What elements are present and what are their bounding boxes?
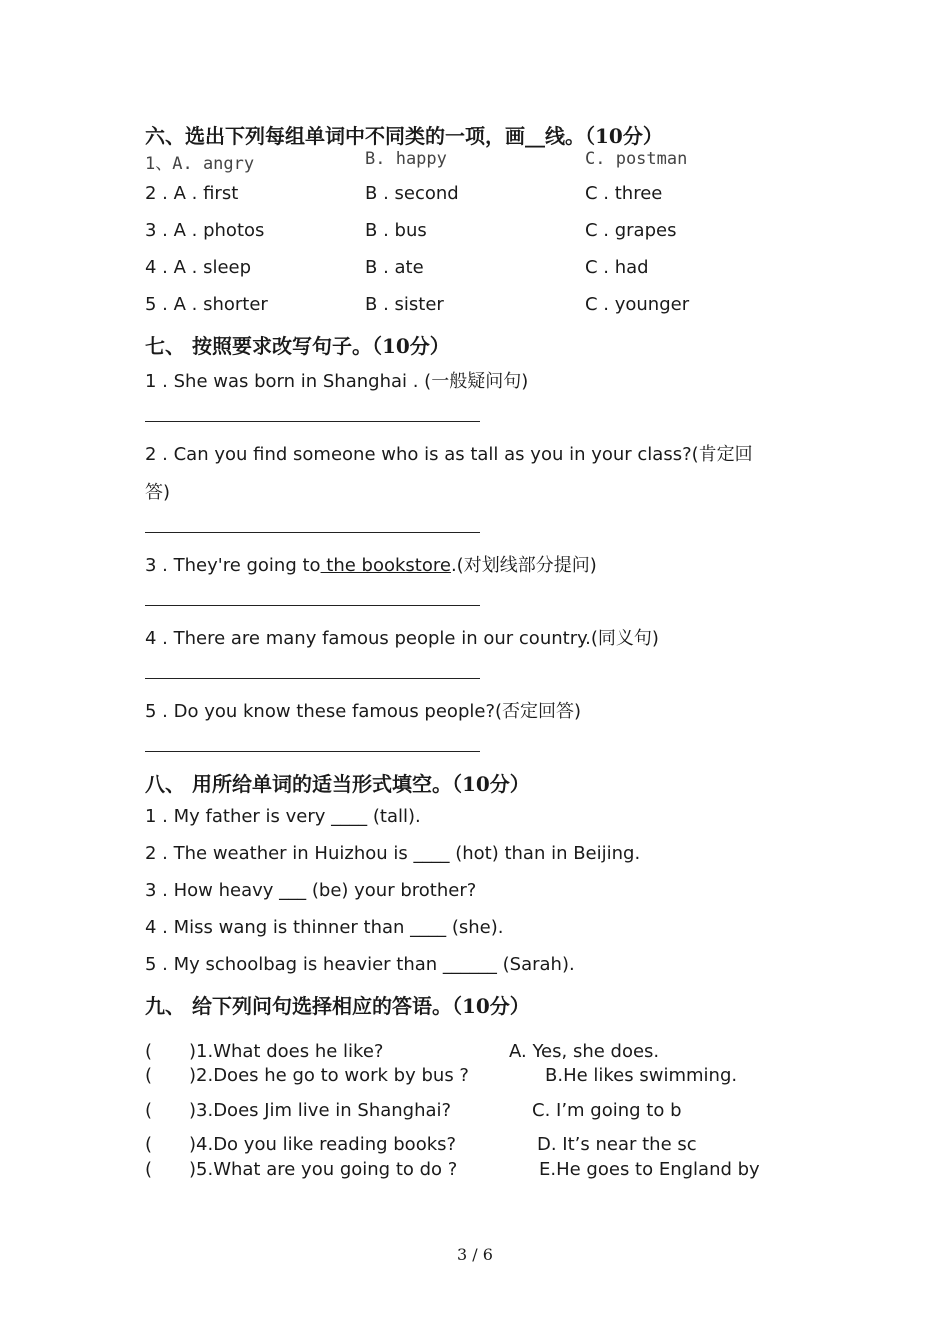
s6-row1-c: C. postman — [585, 149, 688, 169]
s6-row3-a: 3 . A . photos — [145, 220, 265, 241]
s9-answer-e: E.He goes to England by — [539, 1159, 760, 1180]
s6-row3-c: C . grapes — [585, 220, 677, 241]
s6-row5-b: B . sister — [365, 294, 444, 315]
s6-row1-b: B. happy — [365, 149, 447, 169]
s7-q1: 1 . She was born in Shanghai . (一般疑问句) — [145, 371, 529, 392]
s9-answer-b: B.He likes swimming. — [545, 1065, 738, 1086]
section9-heading: 九、 给下列问句选择相应的答语。（10分） — [145, 994, 530, 1018]
s9-q5-text: )5.What are you going to do ? — [189, 1159, 458, 1180]
s7-q2-line1: 2 . Can you find someone who is as tall as you in your class?(肯定回 — [145, 444, 753, 465]
s7-q4-answer-line[interactable] — [145, 678, 480, 679]
s9-q2-text: )2.Does he go to work by bus ? — [189, 1065, 469, 1086]
s6-row2-a: 2 . A . first — [145, 183, 239, 204]
s6-row4-c: C . had — [585, 257, 649, 278]
s8-item2: 2 . The weather in Huizhou is ____ (hot) than in Beijing. — [145, 843, 641, 864]
s7-q2-answer-line[interactable] — [145, 532, 480, 533]
s7-q3-underlined: the bookstore — [320, 555, 451, 576]
s7-q5-answer-line[interactable] — [145, 751, 480, 752]
s6-row2-b: B . second — [365, 183, 459, 204]
s8-item1: 1 . My father is very ____ (tall). — [145, 806, 421, 827]
s9-q4-text: )4.Do you like reading books? — [189, 1134, 457, 1155]
s7-q1-answer-line[interactable] — [145, 421, 480, 422]
s7-q4: 4 . There are many famous people in our country.(同义句) — [145, 628, 659, 649]
s8-item5: 5 . My schoolbag is heavier than ______ (Sarah). — [145, 954, 575, 975]
s7-q2-line2: 答) — [145, 482, 171, 503]
s8-item4: 4 . Miss wang is thinner than ____ (she). — [145, 917, 504, 938]
s7-q3-pre: 3 . They're going to — [145, 555, 321, 576]
s7-q3-answer-line[interactable] — [145, 605, 480, 606]
s6-row4-b: B . ate — [365, 257, 424, 278]
s9-q2-paren[interactable]: ( — [145, 1065, 153, 1086]
s9-answer-d: D. It’s near the sc — [537, 1134, 697, 1155]
section6-heading: 六、选出下列每组单词中不同类的一项，画__线。（10分） — [145, 124, 663, 148]
section8-heading: 八、 用所给单词的适当形式填空。（10分） — [145, 772, 530, 796]
s6-row2-c: C . three — [585, 183, 663, 204]
s9-q3-text: )3.Does Jim live in Shanghai? — [189, 1100, 452, 1121]
s6-row4-a: 4 . A . sleep — [145, 257, 252, 278]
s9-answer-c: C. I’m going to b — [532, 1100, 682, 1121]
s6-row5-a: 5 . A . shorter — [145, 294, 268, 315]
s9-q5-paren[interactable]: ( — [145, 1159, 153, 1180]
s6-row1-a: 1、A. angry — [145, 154, 255, 174]
s9-q1-text: )1.What does he like? — [189, 1041, 384, 1062]
s8-item3: 3 . How heavy ___ (be) your brother? — [145, 880, 477, 901]
page-number: 3 / 6 — [457, 1245, 493, 1264]
section7-heading: 七、 按照要求改写句子。（10分） — [145, 334, 450, 358]
s9-q4-paren[interactable]: ( — [145, 1134, 153, 1155]
s6-row5-c: C . younger — [585, 294, 690, 315]
s6-row3-b: B . bus — [365, 220, 427, 241]
s7-q5: 5 . Do you know these famous people?(否定回答) — [145, 701, 582, 722]
s9-q3-paren[interactable]: ( — [145, 1100, 153, 1121]
s9-answer-a: A. Yes, she does. — [509, 1041, 660, 1062]
s7-q3 — [145, 551, 597, 577]
s9-q1-paren[interactable]: ( — [145, 1041, 153, 1062]
s7-q3-post: .(对划线部分提问) — [450, 555, 597, 576]
